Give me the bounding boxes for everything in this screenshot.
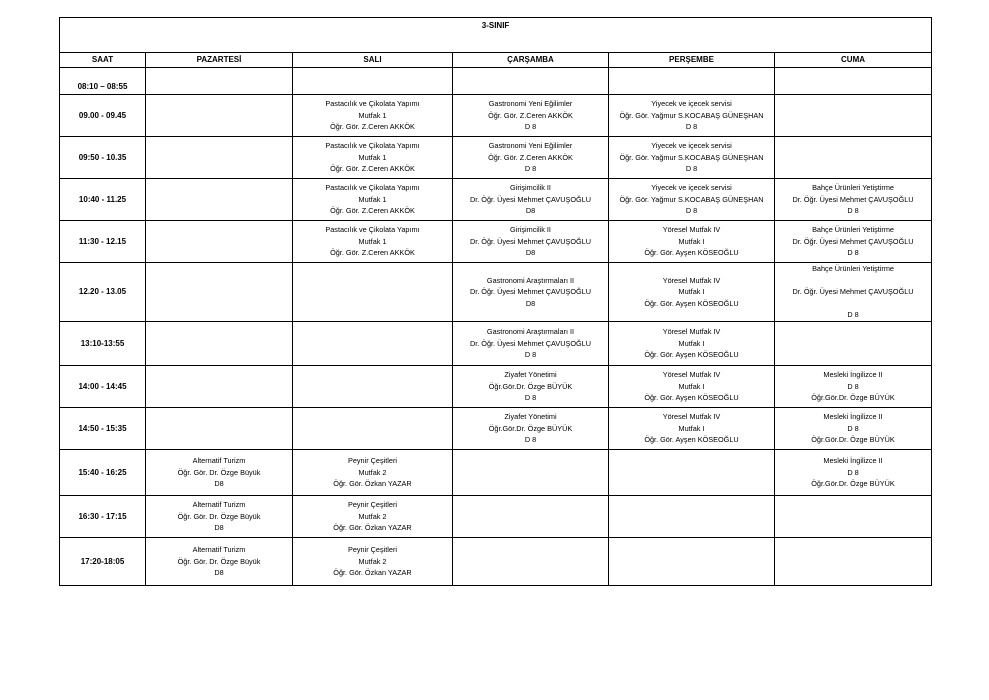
schedule-row — [60, 95, 932, 137]
course-line: Öğr. Gör. Z.Ceren AKKÖK — [330, 164, 415, 174]
cell-monday — [146, 365, 293, 407]
cell-thursday — [609, 263, 775, 322]
cell-monday — [146, 537, 293, 585]
cell-wednesday — [453, 495, 609, 537]
course-line: Ziyafet Yönetimi — [504, 370, 557, 380]
cell-monday — [146, 495, 293, 537]
course-line: Öğr. Gör. Özkan YAZAR — [333, 479, 412, 489]
cell-wednesday — [453, 263, 609, 322]
cell-tuesday — [293, 407, 453, 449]
schedule-row — [60, 221, 932, 263]
schedule-row — [60, 137, 932, 179]
course-line: Girişimcilik II — [510, 183, 551, 193]
course-line: Mutfak 1 — [358, 194, 387, 204]
schedule-table — [59, 17, 932, 586]
cell-tuesday — [293, 95, 453, 137]
cell-monday — [146, 137, 293, 179]
course-line: Bahçe Ürünleri Yetiştirme — [812, 225, 894, 235]
time-slot: 14:00 - 14:45 — [60, 365, 146, 407]
course-line: Öğr. Gör. Yağmur S.KOCABAŞ GÜNEŞHAN — [619, 110, 764, 120]
course-line: Öğr. Gör. Yağmur S.KOCABAŞ GÜNEŞHAN — [619, 194, 764, 204]
course-line: Mutfak 1 — [358, 152, 387, 162]
course-line: Yiyecek ve içecek servisi — [651, 183, 732, 193]
course-line: Öğr.Gör.Dr. Özge BÜYÜK — [488, 381, 573, 391]
schedule-row — [60, 537, 932, 585]
cell-wednesday — [453, 449, 609, 495]
time-slot: 12.20 - 13.05 — [60, 263, 146, 322]
schedule-row — [60, 449, 932, 495]
course-line: Öğr. Gör. Ayşen KÖSEOĞLU — [644, 435, 739, 445]
course-line: Öğr. Gör. Ayşen KÖSEOĞLU — [644, 350, 739, 360]
course-line: Yöresel Mutfak IV — [662, 225, 721, 235]
time-slot: 08:10 – 08:55 — [60, 68, 146, 95]
course-line: Dr. Öğr. Üyesi Mehmet ÇAVUŞOĞLU — [469, 194, 592, 204]
cell-wednesday — [453, 95, 609, 137]
course-line: Mutfak I — [678, 236, 705, 246]
course-line: Öğr.Gör.Dr. Özge BÜYÜK — [811, 393, 895, 403]
schedule-row — [60, 407, 932, 449]
header-row — [60, 53, 932, 68]
course-line: D 8 — [685, 206, 698, 216]
cell-friday — [775, 495, 932, 537]
course-line: Mutfak 2 — [358, 511, 387, 521]
cell-monday — [146, 95, 293, 137]
cell-wednesday — [453, 137, 609, 179]
course-line: Öğr. Gör. Ayşen KÖSEOĞLU — [644, 393, 739, 403]
course-line: Alternatif Turizm — [192, 456, 246, 466]
course-line: Pastacılık ve Çikolata Yapımı — [325, 141, 420, 151]
cell-friday — [775, 449, 932, 495]
course-line: Mutfak 2 — [358, 467, 387, 477]
course-line: Yöresel Mutfak IV — [662, 370, 721, 380]
course-line: Öğr.Gör.Dr. Özge BÜYÜK — [488, 423, 573, 433]
cell-thursday — [609, 407, 775, 449]
course-line: Mutfak I — [678, 381, 705, 391]
cell-friday — [775, 68, 932, 95]
time-slot: 15:40 - 16:25 — [60, 449, 146, 495]
title-row — [60, 18, 932, 53]
course-line: D 8 — [847, 310, 859, 320]
course-line: Bahçe Ürünleri Yetiştirme — [812, 183, 894, 193]
course-line: Öğr. Gör. Z.Ceren AKKÖK — [488, 152, 573, 162]
cell-tuesday — [293, 537, 453, 585]
course-line: Öğr. Gör. Özkan YAZAR — [333, 568, 412, 578]
course-line: Öğr. Gör. Özkan YAZAR — [333, 523, 412, 533]
course-line: Öğr. Gör. Dr. Özge Büyük — [177, 511, 261, 521]
header-time: SAAT — [60, 53, 146, 68]
course-line: Alternatif Turizm — [192, 500, 246, 510]
cell-monday — [146, 321, 293, 365]
cell-friday — [775, 137, 932, 179]
course-line: Yöresel Mutfak IV — [662, 412, 721, 422]
cell-thursday — [609, 137, 775, 179]
course-line: Öğr. Gör. Dr. Özge Büyük — [177, 467, 261, 477]
cell-friday — [775, 537, 932, 585]
time-slot: 09:50 - 10.35 — [60, 137, 146, 179]
course-line: Dr. Öğr. Üyesi Mehmet ÇAVUŞOĞLU — [792, 194, 914, 204]
cell-monday — [146, 179, 293, 221]
cell-wednesday — [453, 407, 609, 449]
schedule-title: 3-SINIF — [60, 18, 932, 53]
cell-friday — [775, 365, 932, 407]
course-line: Öğr.Gör.Dr. Özge BÜYÜK — [811, 479, 895, 489]
header-thursday: PERŞEMBE — [609, 53, 775, 68]
cell-friday — [775, 407, 932, 449]
course-line: Yöresel Mutfak IV — [662, 275, 721, 285]
course-line: Pastacılık ve Çikolata Yapımı — [325, 183, 420, 193]
course-line — [775, 275, 931, 287]
cell-thursday — [609, 365, 775, 407]
cell-wednesday — [453, 365, 609, 407]
schedule-row — [60, 179, 932, 221]
header-monday: PAZARTESİ — [146, 53, 293, 68]
cell-wednesday — [453, 321, 609, 365]
course-line: Mesleki İngilizce II — [823, 456, 883, 466]
course-line: Dr. Öğr. Üyesi Mehmet ÇAVUŞOĞLU — [469, 236, 592, 246]
course-line: Pastacılık ve Çikolata Yapımı — [325, 225, 420, 235]
course-line: D 8 — [685, 164, 698, 174]
cell-monday — [146, 68, 293, 95]
cell-wednesday — [453, 221, 609, 263]
course-line: Yiyecek ve içecek servisi — [651, 141, 732, 151]
course-line: D 8 — [685, 122, 698, 132]
cell-tuesday — [293, 449, 453, 495]
course-line: Mutfak 2 — [358, 556, 387, 566]
course-line: D8 — [525, 298, 536, 308]
cell-thursday — [609, 537, 775, 585]
course-line: D8 — [214, 523, 224, 533]
course-line: Öğr.Gör.Dr. Özge BÜYÜK — [811, 435, 895, 445]
course-line: D 8 — [847, 467, 859, 477]
cell-thursday — [609, 449, 775, 495]
course-line: D 8 — [524, 435, 537, 445]
cell-monday — [146, 221, 293, 263]
cell-monday — [146, 407, 293, 449]
course-line: Gastronomi Yeni Eğilimler — [488, 99, 573, 109]
course-line: D8 — [525, 206, 536, 216]
cell-wednesday — [453, 68, 609, 95]
course-line: Bahçe Ürünleri Yetiştirme — [812, 264, 894, 273]
cell-friday — [775, 179, 932, 221]
cell-tuesday — [293, 365, 453, 407]
cell-thursday — [609, 179, 775, 221]
course-line: Girişimcilik II — [510, 225, 551, 235]
schedule-row — [60, 365, 932, 407]
schedule-row — [60, 263, 932, 322]
course-line: D8 — [214, 568, 224, 578]
time-slot: 11:30 - 12.15 — [60, 221, 146, 263]
course-line: Mutfak I — [678, 287, 705, 297]
cell-tuesday — [293, 137, 453, 179]
course-line: Pastacılık ve Çikolata Yapımı — [325, 99, 420, 109]
course-line: D 8 — [524, 350, 537, 360]
cell-thursday — [609, 95, 775, 137]
cell-tuesday — [293, 179, 453, 221]
cell-tuesday — [293, 321, 453, 365]
course-line: Mutfak I — [678, 423, 705, 433]
course-line: D 8 — [847, 423, 859, 433]
course-line: Dr. Öğr. Üyesi Mehmet ÇAVUŞOĞLU — [469, 287, 592, 297]
header-friday: CUMA — [775, 53, 932, 68]
course-line: Öğr. Gör. Z.Ceren AKKÖK — [330, 248, 415, 258]
course-line: Öğr. Gör. Ayşen KÖSEOĞLU — [644, 248, 739, 258]
course-line: Yöresel Mutfak IV — [662, 327, 721, 337]
time-slot: 16:30 - 17:15 — [60, 495, 146, 537]
time-slot: 17:20-18:05 — [60, 537, 146, 585]
course-line: Mutfak 1 — [358, 236, 387, 246]
time-slot: 10:40 - 11.25 — [60, 179, 146, 221]
header-tuesday: SALI — [293, 53, 453, 68]
course-line: D8 — [214, 479, 224, 489]
course-line: Peynir Çeşitleri — [347, 456, 398, 466]
course-line: Dr. Öğr. Üyesi Mehmet ÇAVUŞOĞLU — [792, 236, 914, 246]
course-line: Öğr. Gör. Z.Ceren AKKÖK — [488, 110, 573, 120]
course-line: Ziyafet Yönetimi — [504, 412, 557, 422]
cell-tuesday — [293, 495, 453, 537]
cell-wednesday — [453, 179, 609, 221]
cell-friday — [775, 221, 932, 263]
course-line: Dr. Öğr. Üyesi Mehmet ÇAVUŞOĞLU — [792, 287, 914, 297]
course-line: Mutfak 1 — [358, 110, 387, 120]
cell-thursday — [609, 221, 775, 263]
cell-thursday — [609, 495, 775, 537]
course-line: Yiyecek ve içecek servisi — [651, 99, 732, 109]
course-line: Gastronomi Yeni Eğilimler — [488, 141, 573, 151]
cell-friday — [775, 263, 932, 322]
course-line — [775, 298, 931, 310]
cell-tuesday — [293, 221, 453, 263]
course-line: D 8 — [524, 164, 537, 174]
header-wednesday: ÇARŞAMBA — [453, 53, 609, 68]
cell-friday — [775, 321, 932, 365]
cell-tuesday — [293, 68, 453, 95]
course-line: Öğr. Gör. Z.Ceren AKKÖK — [330, 122, 415, 132]
cell-tuesday — [293, 263, 453, 322]
course-line: Peynir Çeşitleri — [347, 545, 398, 555]
course-line: Öğr. Gör. Z.Ceren AKKÖK — [330, 206, 415, 216]
course-line: Mutfak I — [678, 338, 705, 348]
course-line: Gastronomi Araştırmaları II — [486, 327, 575, 337]
schedule-body — [60, 68, 932, 586]
schedule-row — [60, 495, 932, 537]
cell-monday — [146, 263, 293, 322]
course-line: Dr. Öğr. Üyesi Mehmet ÇAVUŞOĞLU — [469, 338, 592, 348]
cell-thursday — [609, 321, 775, 365]
schedule-row — [60, 68, 932, 95]
course-line: Mesleki İngilizce II — [823, 412, 883, 422]
course-line: Alternatif Turizm — [192, 545, 246, 555]
course-line: Gastronomi Araştırmaları II — [486, 275, 575, 285]
course-line: Öğr. Gör. Dr. Özge Büyük — [177, 556, 261, 566]
cell-monday — [146, 449, 293, 495]
course-line: D 8 — [847, 381, 859, 391]
course-line: D8 — [525, 248, 536, 258]
course-line: D 8 — [524, 393, 537, 403]
course-line: Öğr. Gör. Yağmur S.KOCABAŞ GÜNEŞHAN — [619, 152, 764, 162]
cell-wednesday — [453, 537, 609, 585]
cell-friday — [775, 95, 932, 137]
schedule-row — [60, 321, 932, 365]
course-line: D 8 — [524, 122, 537, 132]
cell-thursday — [609, 68, 775, 95]
course-line: Peynir Çeşitleri — [347, 500, 398, 510]
time-slot: 13:10-13:55 — [60, 321, 146, 365]
course-line: D 8 — [847, 248, 859, 258]
course-line: Mesleki İngilizce II — [823, 370, 883, 380]
course-line: Öğr. Gör. Ayşen KÖSEOĞLU — [644, 298, 739, 308]
course-line: D 8 — [847, 206, 859, 216]
time-slot: 14:50 - 15:35 — [60, 407, 146, 449]
time-slot: 09.00 - 09.45 — [60, 95, 146, 137]
